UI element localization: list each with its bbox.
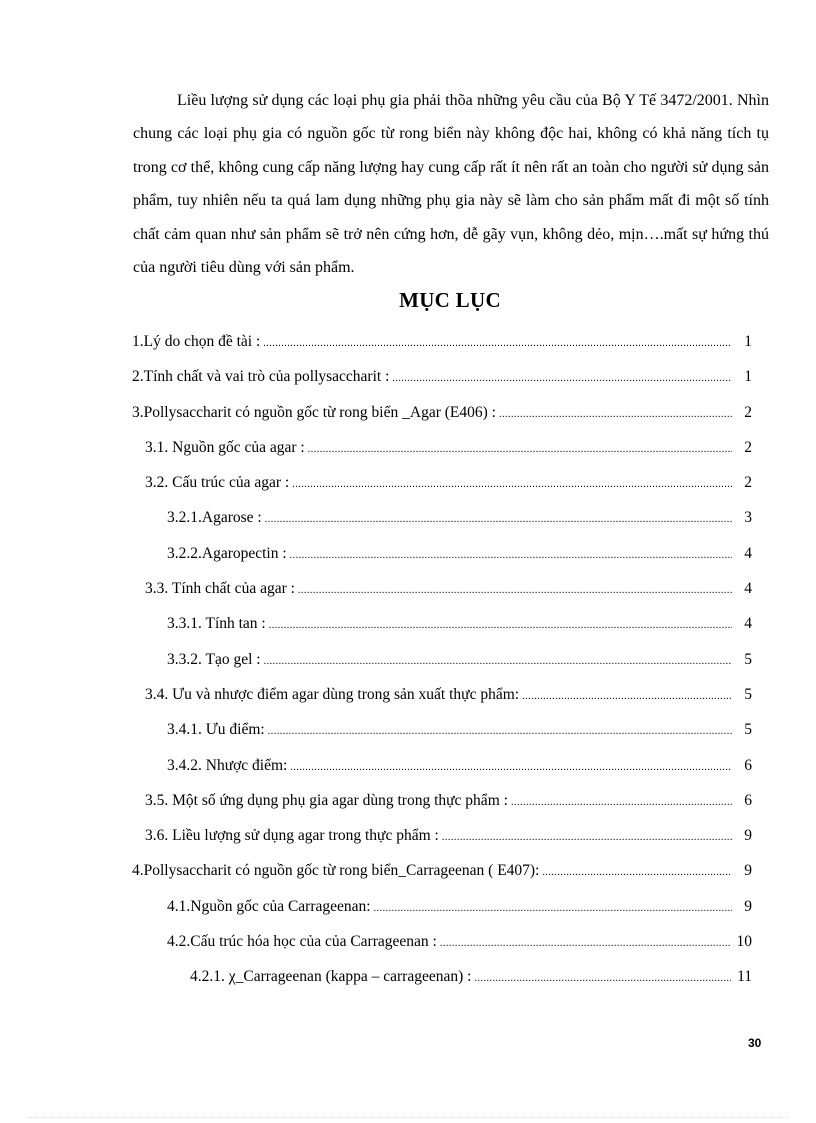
- toc-entry[interactable]: [132, 359, 752, 394]
- toc-leader-dots: [268, 714, 732, 749]
- toc-entry[interactable]: [132, 677, 752, 712]
- toc-entry-page: 5: [744, 721, 752, 739]
- toc-entry-label: 3.6. Liều lượng sử dụng agar trong thực phẩm :: [145, 827, 439, 845]
- toc-entry-label: 2.Tính chất và vai trò của pollysaccharit :: [132, 368, 390, 386]
- toc-leader-dots: [442, 820, 732, 855]
- toc-entry-page: 9: [744, 827, 752, 845]
- toc-entry-page: 9: [744, 862, 752, 880]
- toc-entry-label: 4.2.1. χ_Carrageenan (kappa – carrageenan) :: [190, 968, 472, 986]
- toc-leader-dots: [290, 750, 732, 785]
- toc-entry-label: 3.4.2. Nhược điểm:: [167, 756, 288, 774]
- toc-entry-label: 1.Lý do chọn đề tài :: [132, 333, 261, 350]
- toc-entry-page: 6: [744, 791, 752, 809]
- toc-leader-dots: [269, 608, 732, 643]
- toc-entry-page: 2: [744, 438, 752, 456]
- toc-leader-dots: [290, 538, 732, 573]
- toc-entry[interactable]: [132, 324, 752, 359]
- toc-entry-page: 10: [736, 933, 752, 951]
- toc-entry-page: 1: [744, 333, 752, 350]
- toc-entry[interactable]: [132, 571, 752, 606]
- toc-entry-page: 2: [744, 403, 752, 421]
- toc-entry[interactable]: [132, 465, 752, 500]
- toc-entry-page: 11: [737, 968, 752, 986]
- toc-entry-page: 2: [744, 474, 752, 492]
- toc-entry[interactable]: [132, 500, 752, 535]
- toc-entry-label: 4.2.Cấu trúc hóa học của của Carrageenan :: [167, 933, 437, 951]
- toc-entry[interactable]: [132, 924, 752, 959]
- toc-entry-page: 4: [744, 544, 752, 562]
- toc-leader-dots: [263, 326, 732, 361]
- toc-leader-dots: [298, 573, 732, 608]
- toc-entry-label: 3.5. Một số ứng dụng phụ gia agar dùng trong thực phẩm :: [145, 791, 508, 809]
- toc-entry-label: 3.3.1. Tính tan :: [167, 615, 266, 633]
- toc-entry-label: 3.2.2.Agaropectin :: [167, 544, 287, 562]
- toc-entry-label: 3.3.2. Tạo gel :: [167, 650, 261, 668]
- toc-entry-label: 4.1.Nguồn gốc của Carrageenan:: [167, 897, 371, 915]
- toc-entry-page: 4: [744, 615, 752, 633]
- toc-entry[interactable]: [132, 818, 752, 853]
- toc-entry-page: 5: [744, 685, 752, 703]
- toc-entry-page: 3: [744, 509, 752, 527]
- toc-leader-dots: [542, 855, 732, 890]
- toc-entry[interactable]: [132, 748, 752, 783]
- page-number: 30: [748, 1036, 762, 1050]
- toc-entry[interactable]: [132, 536, 752, 571]
- toc-leader-dots: [308, 432, 732, 467]
- page-bottom-border: [28, 1117, 788, 1118]
- toc-leader-dots: [511, 785, 732, 820]
- toc-entry-label: 4.Pollysaccharit có nguồn gốc từ rong biển_Carrageenan ( E407):: [132, 862, 540, 880]
- toc-entry[interactable]: [132, 959, 752, 994]
- table-of-contents: [132, 324, 752, 995]
- toc-entry[interactable]: [132, 395, 752, 430]
- toc-entry-page: 5: [744, 650, 752, 668]
- toc-leader-dots: [474, 961, 731, 996]
- toc-entry[interactable]: [132, 712, 752, 747]
- toc-entry[interactable]: [132, 430, 752, 465]
- toc-entry[interactable]: [132, 889, 752, 924]
- toc-entry-label: 3.2. Cấu trúc của agar :: [145, 474, 290, 492]
- toc-entry-label: 3.3. Tính chất của agar :: [145, 580, 295, 598]
- toc-leader-dots: [292, 467, 732, 502]
- toc-leader-dots: [374, 891, 732, 926]
- body-paragraph: Liều lượng sử dụng các loại phụ gia phải thõa những yêu cầu của Bộ Y Tế 3472/2001. Nhìn chung các loại phụ gia có nguồn gốc từ rong biển này không độc hai, không có khả năng tích tụ trong cơ thể, không cung cấp năng lượng hay cung cấp rất ít nên rất an toàn cho người sử dụng sản phẩm, tuy nhiên nếu ta quá lam dụng những phụ gia này sẽ làm cho sản phẩm mất đi một số tính chất cảm quan như sản phẩm sẽ trở nên cứng hơn, dễ gãy vụn, không dẻo, mịn….mất sự hứng thú của người tiêu dùng với sản phẩm.: [133, 92, 769, 277]
- toc-entry-label: 3.2.1.Agarose :: [167, 509, 262, 527]
- toc-leader-dots: [265, 502, 732, 537]
- toc-entry-page: 9: [744, 897, 752, 915]
- toc-leader-dots: [264, 644, 732, 679]
- toc-entry[interactable]: [132, 783, 752, 818]
- toc-leader-dots: [522, 679, 732, 714]
- toc-entry-page: 4: [744, 580, 752, 598]
- toc-entry-label: 3.1. Nguồn gốc của agar :: [145, 438, 305, 456]
- toc-entry-page: 6: [744, 756, 752, 774]
- toc-entry[interactable]: [132, 853, 752, 888]
- toc-leader-dots: [499, 397, 732, 432]
- toc-title: MỤC LỤC: [399, 288, 501, 312]
- toc-leader-dots: [392, 361, 732, 396]
- toc-entry[interactable]: [132, 642, 752, 677]
- toc-entry[interactable]: [132, 606, 752, 641]
- toc-entry-label: 3.Pollysaccharit có nguồn gốc từ rong biển _Agar (E406) :: [132, 403, 496, 421]
- toc-entry-label: 3.4. Ưu và nhược điểm agar dùng trong sản xuất thực phẩm:: [145, 685, 520, 703]
- toc-entry-page: 1: [744, 368, 752, 386]
- toc-entry-label: 3.4.1. Ưu điểm:: [167, 721, 265, 739]
- toc-leader-dots: [440, 926, 731, 961]
